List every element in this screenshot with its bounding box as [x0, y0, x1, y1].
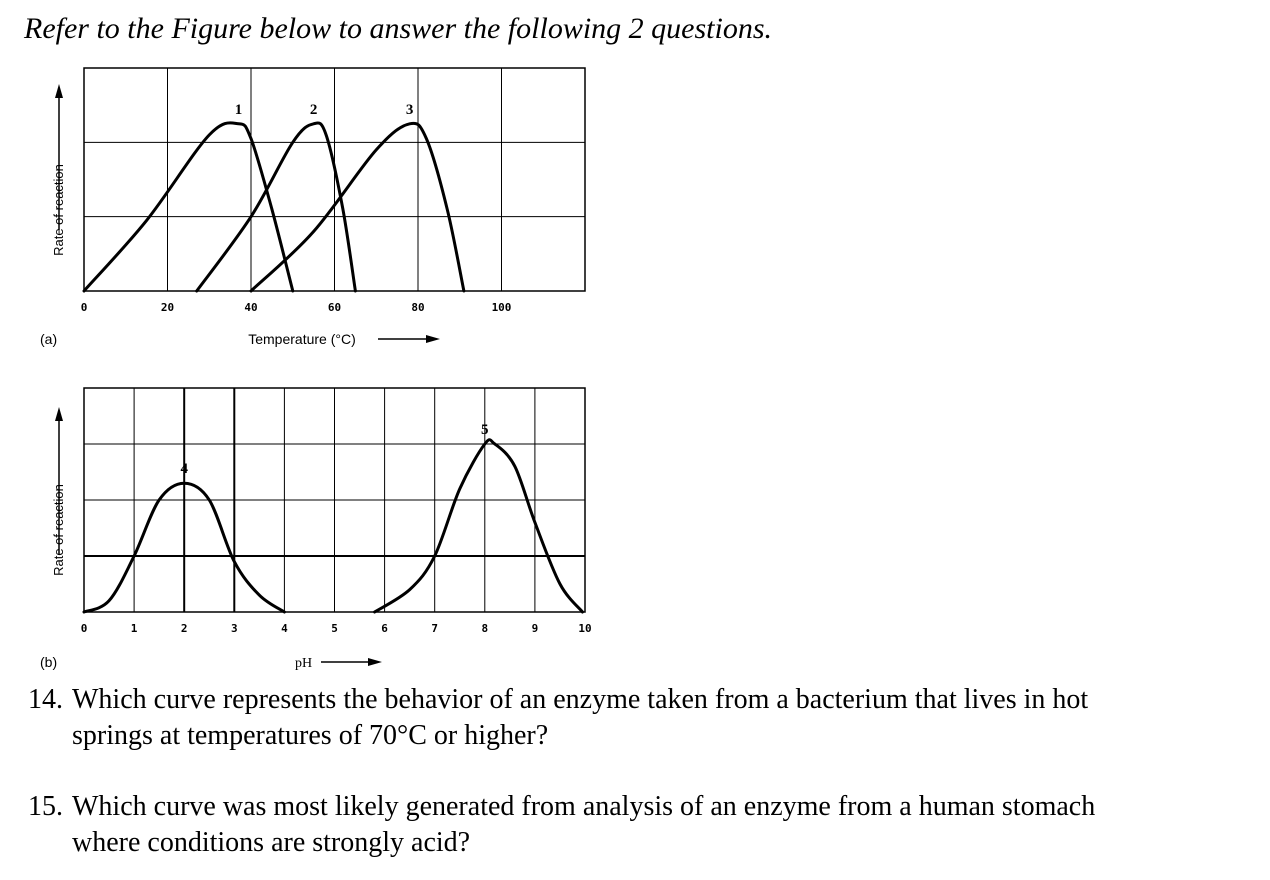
question-14-line-1: Which curve represents the behavior of an enzyme taken from a bacterium that lives in hot [72, 684, 1089, 715]
panel-a-x-tick-label: 0 [80, 301, 88, 314]
panel-a-x-tick-label: 20 [160, 301, 175, 314]
question-14-number: 14. [28, 684, 63, 715]
panel-b-ph-chart [40, 388, 592, 671]
panel-a-xlabel: Temperature (°C) [248, 331, 356, 347]
curve-label-5: 5 [481, 422, 489, 438]
question-14 [28, 682, 1088, 754]
panel-a-label: (a) [40, 331, 58, 347]
panel-a-x-tick-label: 40 [244, 301, 258, 314]
panel-b-x-tick-label: 6 [381, 622, 388, 635]
curve-label-1: 1 [234, 101, 243, 118]
panel-b-xlabel: pH [295, 656, 313, 671]
panel-a-tick-labels [81, 301, 512, 314]
panel-b-x-tick-label: 1 [130, 622, 138, 635]
question-14-line-2: springs at temperatures of 70°C or higher? [72, 720, 549, 751]
curve-3 [251, 123, 464, 291]
panel-a-ylabel: Rate of reaction [51, 164, 66, 256]
panel-b-x-tick-label: 5 [331, 622, 338, 635]
panel-a-x-arrow-head [426, 335, 440, 343]
panel-b-tick-labels [81, 622, 592, 635]
panel-b-x-tick-label: 9 [531, 622, 539, 635]
curve-label-4: 4 [180, 461, 188, 478]
panel-a-y-arrow-head [55, 84, 63, 98]
curve-1 [84, 123, 293, 291]
panel-b-x-tick-label: 3 [230, 622, 238, 635]
panel-b-x-tick-label: 10 [578, 622, 592, 635]
curve-5 [375, 440, 583, 612]
panel-a-x-tick-label: 80 [411, 301, 425, 314]
intro-instruction: Refer to the Figure below to answer the following 2 questions. [24, 12, 772, 45]
panel-a-curves [84, 123, 464, 291]
panel-a-grid [84, 68, 585, 291]
panel-b-x-tick-label: 7 [431, 622, 439, 635]
panel-b-x-tick-label: 8 [481, 622, 489, 635]
panel-b-label: (b) [40, 654, 58, 670]
panel-a-x-tick-label: 60 [327, 301, 342, 314]
panel-b-ylabel: Rate of reaction [51, 484, 66, 576]
question-15-line-1: Which curve was most likely generated from analysis of an enzyme from a human stomach [72, 791, 1096, 822]
panel-b-y-arrow-head [55, 407, 63, 421]
panel-b-x-arrow-head [368, 658, 382, 666]
question-15-line-2: where conditions are strongly acid? [72, 827, 471, 858]
panel-b-curves [84, 440, 583, 612]
panel-a-x-tick-label: 100 [491, 301, 512, 314]
question-15-number: 15. [28, 791, 63, 822]
panel-a-temperature-chart [40, 68, 585, 347]
panel-a-curve-labels [235, 102, 414, 118]
curve-label-3: 3 [405, 101, 414, 118]
panel-b-x-tick-label: 2 [180, 622, 188, 635]
curve-label-2: 2 [309, 101, 318, 118]
question-15 [28, 789, 1095, 861]
panel-b-x-tick-label: 4 [281, 622, 288, 635]
panel-b-x-tick-label: 0 [80, 622, 88, 635]
